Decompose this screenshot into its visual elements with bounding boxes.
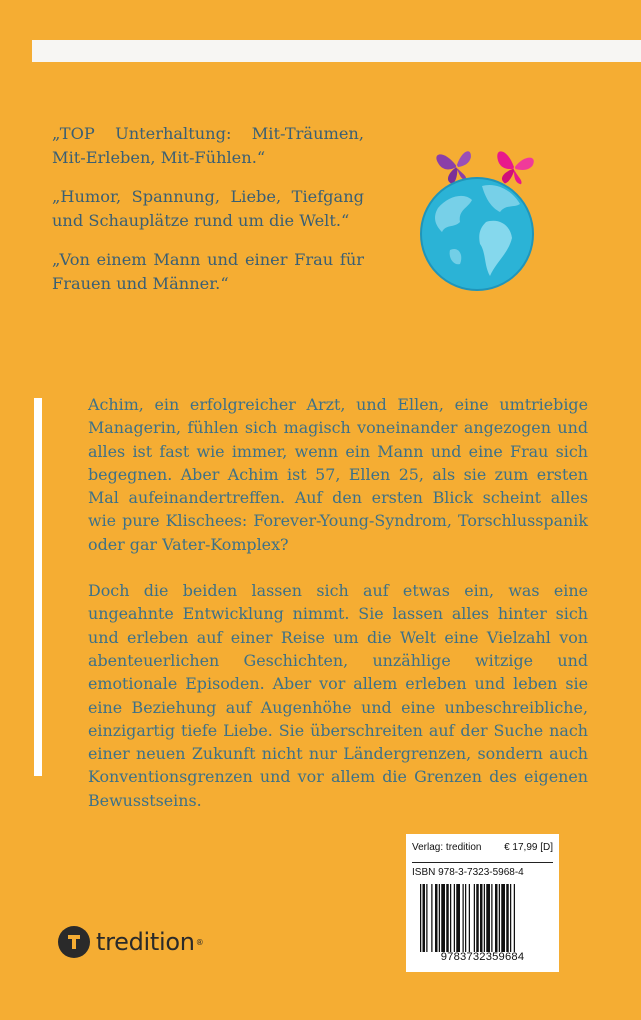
body-accent-bar <box>34 398 42 776</box>
price-label: € 17,99 [D] <box>504 842 553 853</box>
barcode-bars <box>420 884 548 952</box>
cover-illustration <box>420 138 550 298</box>
isbn-label: ISBN 978-3-7323-5968-4 <box>412 862 553 878</box>
publisher-logo <box>58 922 204 962</box>
barcode-digits: 9783732359684 <box>440 951 525 963</box>
quote-2: „Humor, Spannung, Liebe, Tiefgang und Schauplätze rund um die Welt.“ <box>52 187 364 230</box>
blurb-paragraph-1: Achim, ein erfolgreicher Arzt, und Ellen, eine umtriebige Managerin, fühlen sich magisch voneinander angezogen und alles ist fast wie immer, wenn ein Mann und eine Frau sich begegnen. Aber Achim ist 57, Ellen 25, als sie zum ersten Mal aufeinandertreffen. Auf den ersten Blick scheint alles wie pure Klischees: Forever-Young-Syndrom, Torschlusspanik oder gar Vater-Komplex? <box>88 395 588 554</box>
blurb <box>88 393 588 812</box>
tredition-logo-icon <box>58 926 90 958</box>
publisher-label: Verlag: tredition <box>412 842 482 853</box>
top-white-band <box>32 40 641 62</box>
registered-mark: ® <box>195 937 204 947</box>
blurb-paragraph-2: Doch die beiden lassen sich auf etwas ein, was eine ungeahnte Entwicklung nimmt. Sie lassen alles hinter sich und erleben auf einer Reise um die Welt eine Vielzahl von abenteuerlichen Geschichten, unzählige witzige und emotionale Episoden. Aber vor allem erleben und leben sie eine Beziehung auf Augenhöhe und eine unbeschreibliche, einzigartig tiefe Liebe. Sie überschreiten auf der Suche nach einer neuen Zukunft nicht nur Ländergrenzen, sondern auch Konventionsgrenzen und vor allem die Grenzen des eigenen Bewusstseins. <box>88 581 588 810</box>
quote-3: „Von einem Mann und einer Frau für Frauen und Männer.“ <box>52 250 364 293</box>
globe-icon <box>421 178 533 290</box>
barcode-panel <box>406 834 559 972</box>
quotes-block <box>52 122 364 311</box>
quote-1: „TOP Unterhaltung: Mit-Träumen, Mit-Erleben, Mit-Fühlen.“ <box>52 124 364 167</box>
publisher-name: tredition <box>96 928 195 956</box>
publisher-price-line <box>412 842 553 853</box>
